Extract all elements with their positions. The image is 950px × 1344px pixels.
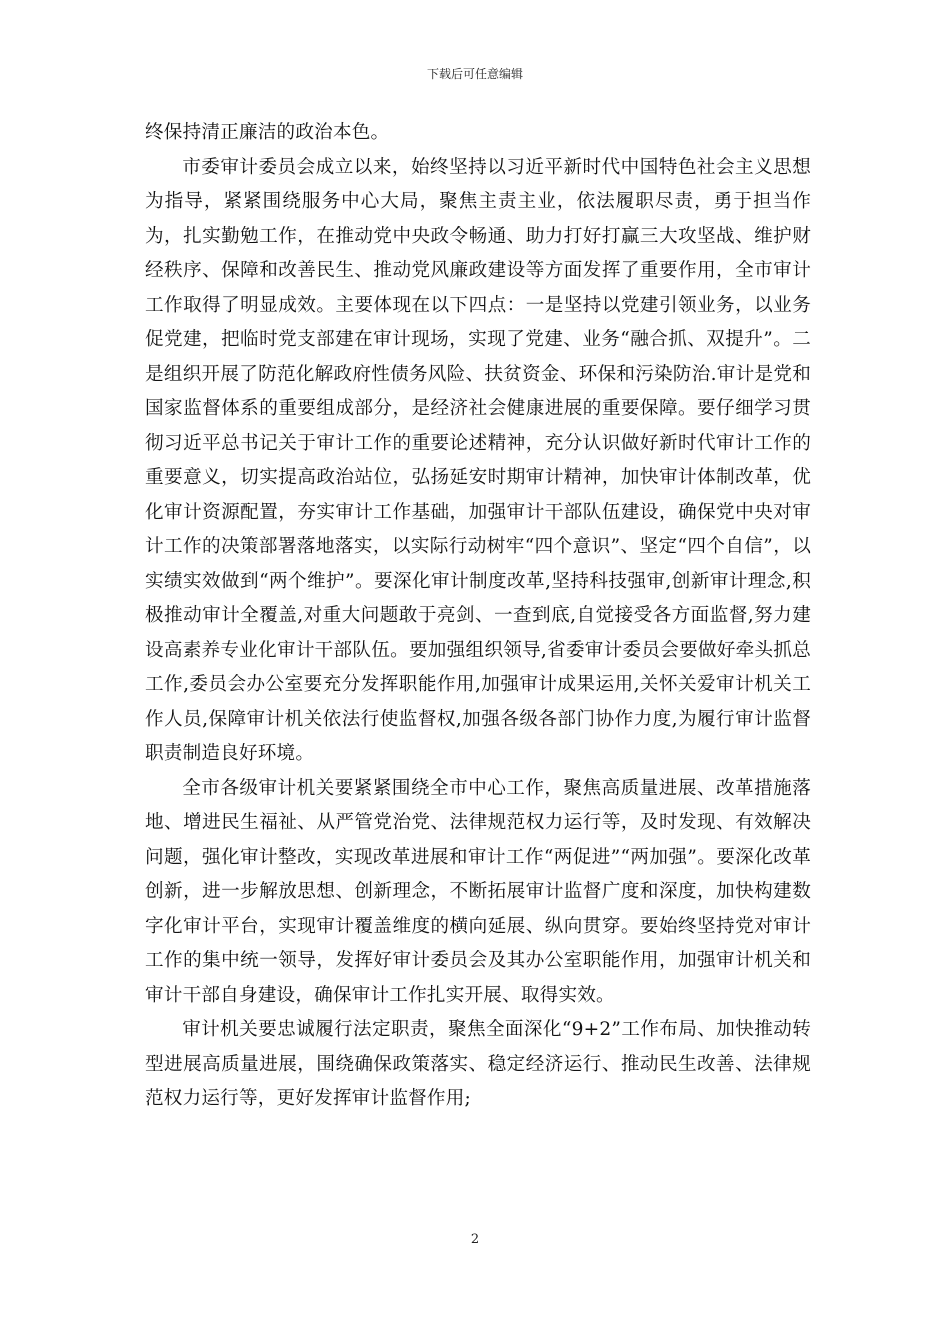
page-number: 2 — [470, 1232, 480, 1247]
paragraph-audit-duties: 审计机关要忠诚履行法定职责，聚焦全面深化“9+2”工作布局、加快推动转型进展高质量进展，围绕确保政策落实、稳定经济运行、推动民生改善、法律规范权力运行等，更好发挥审计监督作用; — [145, 1019, 811, 1109]
paragraph-continuation: 终保持清正廉洁的政治本色。 — [145, 122, 390, 143]
paragraph-audit-committee: 市委审计委员会成立以来，始终坚持以习近平新时代中国特色社会主义思想为指导，紧紧围绕服务中心大局，聚焦主责主业，依法履职尽责，勇于担当作为，扎实勤勉工作，在推动党中央政令畅通、助力打好打赢三大攻坚战、维护财经秩序、保障和改善民生、推动党风廉政建设等方面发挥了重要作用，全市审计工作取得了明显成效。主要体现在以下四点：一是坚持以党建引领业务，以业务促党建，把临时党支部建在审计现场，实现了党建、业务“融合抓、双提升”。二是组织开展了防范化解政府性债务风险、扶贫资金、环保和污染防治.审计是党和国家监督体系的重要组成部分，是经济社会健康进展的重要保障。要仔细学习贯彻习近平总书记关于审计工作的重要论述精神，充分认识做好新时代审计工作的重要意义，切实提高政治站位，弘扬延安时期审计精神，加快审计体制改革，优化审计资源配置，夯实审计工作基础，加强审计干部队伍建设，确保党中央对审计工作的决策部署落地落实，以实际行动树牢“四个意识”、坚定“四个自信”，以实绩实效做到“两个维护”。要深化审计制度改革,坚持科技强审,创新审计理念,积极推动审计全覆盖,对重大问题敢于亮剑、一查到底,自觉接受各方面监督,努力建设高素养专业化审计干部队伍。要加强组织领导,省委审计委员会要做好牵头抓总工作,委员会办公室要充分发挥职能作用,加强审计成果运用,关怀关爱审计机关工作人员,保障审计机关依法行使监督权,加强各级各部门协作力度,为履行审计监督职责制造良好环境。 — [145, 156, 811, 764]
paragraph-audit-agencies: 全市各级审计机关要紧紧围绕全市中心工作，聚焦高质量进展、改革措施落地、增进民生福祉、从严管党治党、法律规范权力运行等，及时发现、有效解决问题，强化审计整改，实现改革进展和审计工作“两促进”“两加强”。要深化改革创新，进一步解放思想、创新理念，不断拓展审计监督广度和深度，加快构建数字化审计平台，实现审计覆盖维度的横向延展、纵向贯穿。要始终坚持党对审计工作的集中统一领导，发挥好审计委员会及其办公室职能作用，加强审计机关和审计干部自身建设，确保审计工作扎实开展、取得实效。 — [145, 777, 811, 1006]
document-body — [145, 116, 811, 1117]
page-header: 下载后可任意编辑 — [426, 67, 523, 81]
